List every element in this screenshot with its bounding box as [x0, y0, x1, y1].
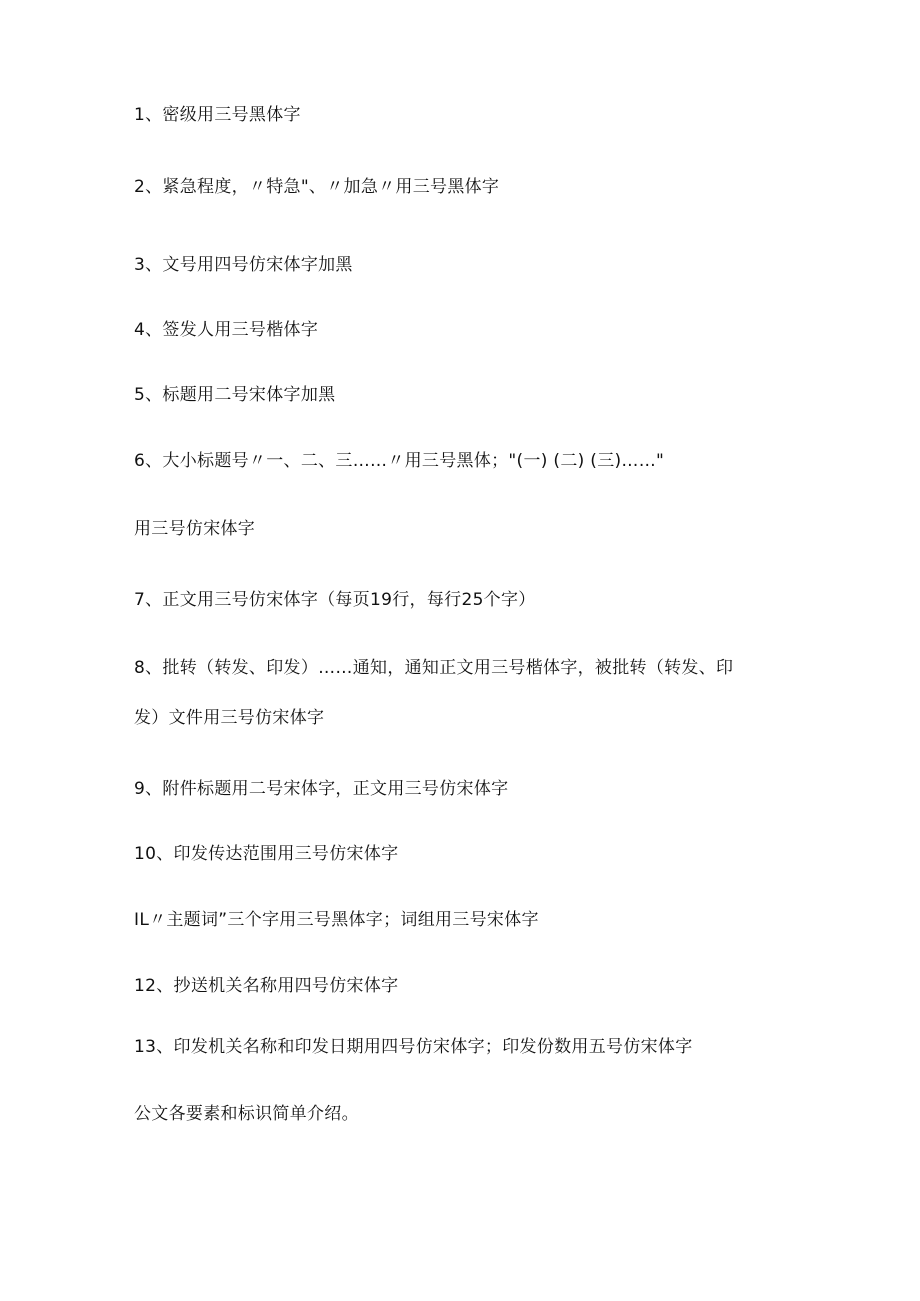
text-line-3: 3、文号用四号仿宋体字加黑 [134, 255, 353, 275]
text-line-summary: 公文各要素和标识简单介绍。 [134, 1104, 359, 1124]
text-line-11: IL〃主题词”三个字用三号黑体字；词组用三号宋体字 [134, 910, 539, 930]
text-line-9: 9、附件标题用二号宋体字，正文用三号仿宋体字 [134, 779, 509, 799]
text-line-8: 8、批转（转发、印发）……通知，通知正文用三号楷体字，被批转（转发、印 [134, 658, 734, 678]
text-line-6-continued: 用三号仿宋体字 [134, 519, 256, 539]
text-line-13: 13、印发机关名称和印发日期用四号仿宋体字；印发份数用五号仿宋体字 [134, 1037, 693, 1057]
text-line-10: 10、印发传达范围用三号仿宋体字 [134, 844, 399, 864]
text-line-1: 1、密级用三号黑体字 [134, 105, 301, 125]
text-line-2: 2、紧急程度，〃特急"、〃加急〃用三号黑体字 [134, 177, 500, 197]
text-line-5: 5、标题用二号宋体字加黑 [134, 385, 336, 405]
text-line-8-continued: 发）文件用三号仿宋体字 [134, 708, 325, 728]
text-line-4: 4、签发人用三号楷体字 [134, 320, 319, 340]
text-line-12: 12、抄送机关名称用四号仿宋体字 [134, 976, 399, 996]
text-line-6: 6、大小标题号〃一、二、三……〃用三号黑体；"(一) (二) (三)……" [134, 451, 665, 471]
text-line-7: 7、正文用三号仿宋体字（每页19行，每行25个字） [134, 590, 536, 610]
